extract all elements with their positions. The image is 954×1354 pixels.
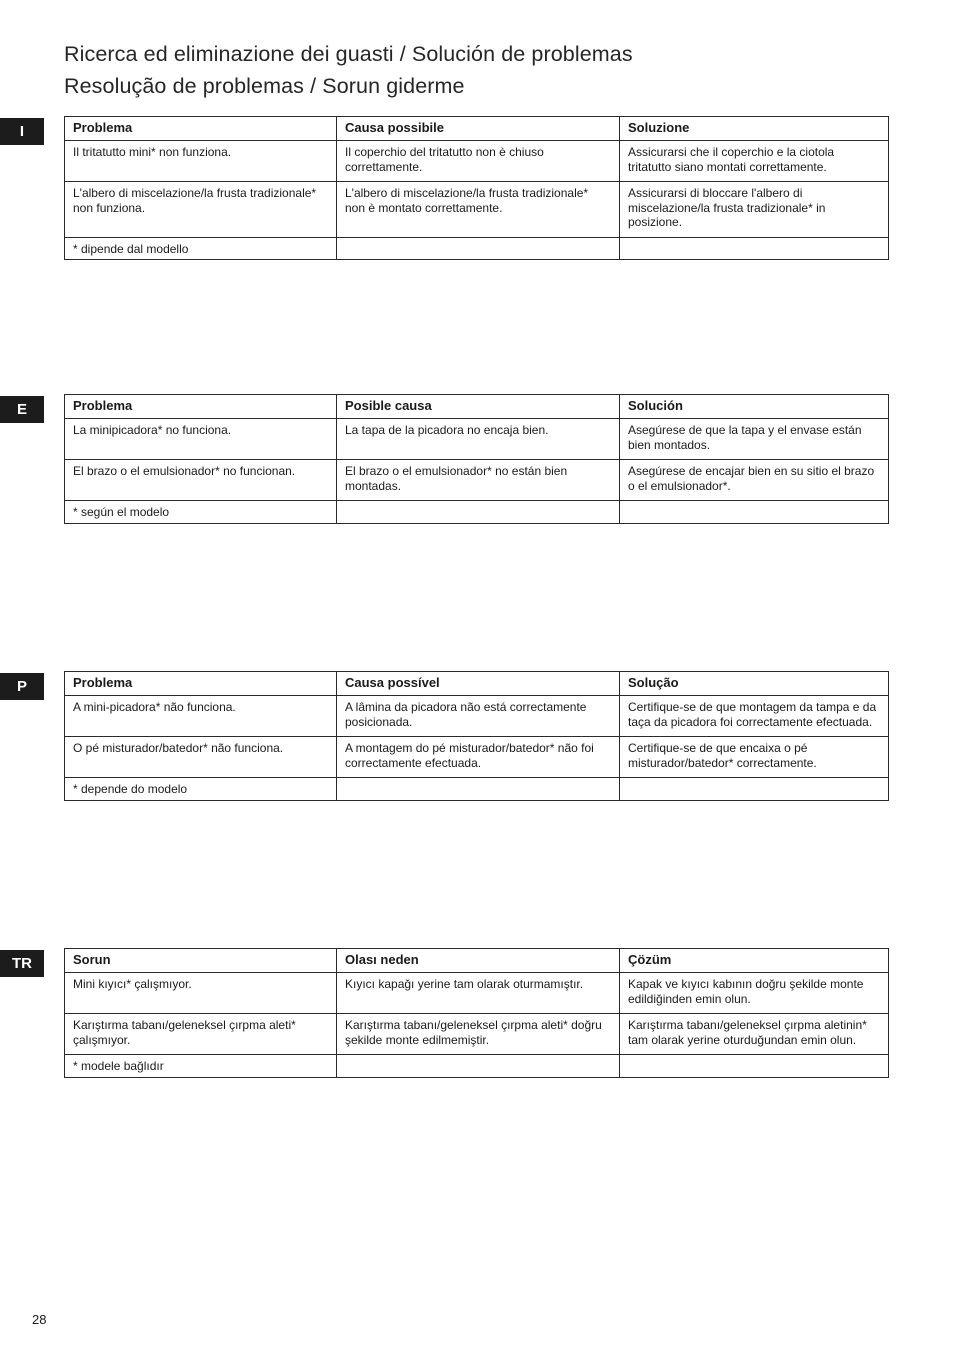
solution-cell: Assicurarsi di bloccare l'albero di miscelazione/la frusta tradizionale* in posizione. [620, 182, 889, 238]
table-header-row [65, 117, 889, 141]
empty-cell [620, 501, 889, 524]
empty-cell [620, 237, 889, 260]
cause-cell: Il coperchio del tritatutto non è chiuso correttamente. [337, 141, 620, 182]
footnote-row [65, 501, 889, 524]
table-row [65, 696, 889, 737]
solution-cell: Certifique-se de que encaixa o pé misturador/batedor* correctamente. [620, 737, 889, 778]
language-tab-portuguese: P [0, 673, 44, 700]
troubleshooting-table-spanish [64, 394, 889, 524]
solution-cell: Assicurarsi che il coperchio e la ciotola tritatutto siano montati correttamente. [620, 141, 889, 182]
header-solution: Solução [620, 672, 889, 696]
table-row [65, 460, 889, 501]
solution-cell: Certifique-se de que montagem da tampa e da taça da picadora foi correctamente efectuada. [620, 696, 889, 737]
troubleshooting-table-turkish [64, 948, 889, 1078]
table-row [65, 973, 889, 1014]
cause-cell: A montagem do pé misturador/batedor* não foi correctamente efectuada. [337, 737, 620, 778]
problem-cell: La minipicadora* no funciona. [65, 419, 337, 460]
problem-cell: Karıştırma tabanı/geleneksel çırpma aleti* çalışmıyor. [65, 1014, 337, 1055]
solution-cell: Asegúrese de encajar bien en su sitio el brazo o el emulsionador*. [620, 460, 889, 501]
cause-cell: L'albero di miscelazione/la frusta tradizionale* non è montato correttamente. [337, 182, 620, 238]
page-number: 28 [32, 1312, 47, 1327]
footnote: * modele bağlıdır [65, 1055, 337, 1078]
solution-cell: Karıştırma tabanı/geleneksel çırpma aletinin* tam olarak yerine oturduğundan emin olun. [620, 1014, 889, 1055]
empty-cell [337, 1055, 620, 1078]
empty-cell [337, 501, 620, 524]
page-title [64, 38, 633, 102]
header-solution: Soluzione [620, 117, 889, 141]
language-tab-italian: I [0, 118, 44, 145]
header-cause: Olası neden [337, 949, 620, 973]
header-problem: Problema [65, 117, 337, 141]
problem-cell: A mini-picadora* não funciona. [65, 696, 337, 737]
page-title-line-1: Ricerca ed eliminazione dei guasti / Solución de problemas [64, 42, 633, 66]
footnote-row [65, 1055, 889, 1078]
header-problem: Problema [65, 672, 337, 696]
header-solution: Solución [620, 395, 889, 419]
footnote: * según el modelo [65, 501, 337, 524]
troubleshooting-table-portuguese [64, 671, 889, 801]
footnote-row [65, 237, 889, 260]
table-row [65, 141, 889, 182]
header-cause: Posible causa [337, 395, 620, 419]
cause-cell: El brazo o el emulsionador* no están bien montadas. [337, 460, 620, 501]
footnote: * depende do modelo [65, 778, 337, 801]
table-header-row [65, 672, 889, 696]
header-cause: Causa possibile [337, 117, 620, 141]
cause-cell: La tapa de la picadora no encaja bien. [337, 419, 620, 460]
empty-cell [337, 237, 620, 260]
header-problem: Sorun [65, 949, 337, 973]
cause-cell: A lâmina da picadora não está correctamente posicionada. [337, 696, 620, 737]
footnote-row [65, 778, 889, 801]
solution-cell: Asegúrese de que la tapa y el envase están bien montados. [620, 419, 889, 460]
table-row [65, 737, 889, 778]
table-row [65, 182, 889, 238]
empty-cell [337, 778, 620, 801]
problem-cell: O pé misturador/batedor* não funciona. [65, 737, 337, 778]
problem-cell: Il tritatutto mini* non funziona. [65, 141, 337, 182]
table-header-row [65, 395, 889, 419]
empty-cell [620, 778, 889, 801]
language-tab-turkish: TR [0, 950, 44, 977]
page-title-line-2: Resolução de problemas / Sorun giderme [64, 74, 465, 98]
cause-cell: Karıştırma tabanı/geleneksel çırpma aleti* doğru şekilde monte edilmemiştir. [337, 1014, 620, 1055]
problem-cell: L'albero di miscelazione/la frusta tradizionale* non funziona. [65, 182, 337, 238]
problem-cell: Mini kıyıcı* çalışmıyor. [65, 973, 337, 1014]
footnote: * dipende dal modello [65, 237, 337, 260]
empty-cell [620, 1055, 889, 1078]
header-problem: Problema [65, 395, 337, 419]
header-solution: Çözüm [620, 949, 889, 973]
problem-cell: El brazo o el emulsionador* no funcionan. [65, 460, 337, 501]
table-row [65, 419, 889, 460]
header-cause: Causa possível [337, 672, 620, 696]
language-tab-spanish: E [0, 396, 44, 423]
troubleshooting-table-italian [64, 116, 889, 260]
table-row [65, 1014, 889, 1055]
table-header-row [65, 949, 889, 973]
solution-cell: Kapak ve kıyıcı kabının doğru şekilde monte edildiğinden emin olun. [620, 973, 889, 1014]
cause-cell: Kıyıcı kapağı yerine tam olarak oturmamıştır. [337, 973, 620, 1014]
